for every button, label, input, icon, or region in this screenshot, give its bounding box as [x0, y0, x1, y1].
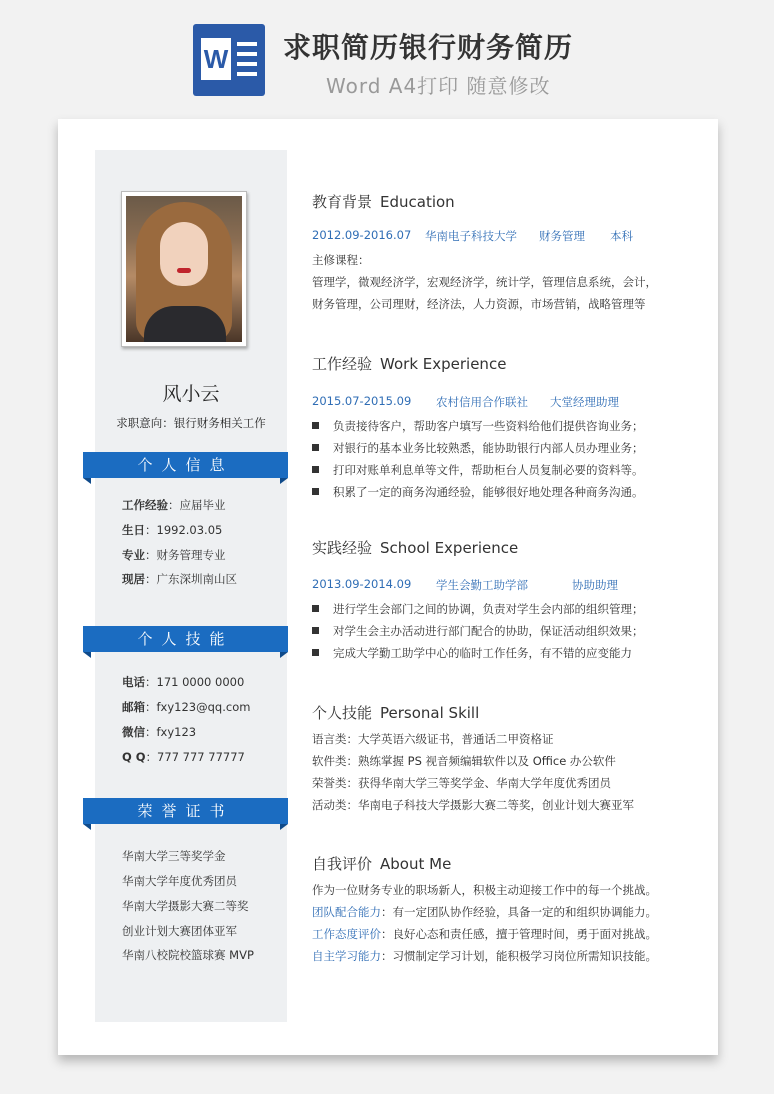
info-item: 工作经验：应届毕业: [122, 498, 226, 512]
school-bullet: 完成大学勤工助学中心的临时工作任务，有不错的应变能力: [312, 645, 632, 661]
section-bar-contact: 个人技能: [83, 626, 288, 652]
info-item: 专业：财务管理专业: [122, 548, 226, 562]
candidate-name: 风小云: [162, 383, 220, 405]
courses-line: 财务管理，公司理财，经济法，人力资源，市场营销，战略管理等: [312, 297, 646, 311]
contact-item: 微信：fxy123: [122, 725, 197, 739]
skill-line: 活动类：华南电子科技大学摄影大赛二等奖，创业计划大赛亚军: [312, 798, 634, 812]
section-bar-personal-info: 个人信息: [83, 452, 288, 478]
work-bullet: 积累了一定的商务沟通经验，能够很好地处理各种商务沟通。: [312, 484, 644, 500]
contact-item: 邮箱：fxy123@qq.com: [122, 700, 251, 714]
about-item: 团队配合能力：有一定团队协作经验，具备一定的和组织协调能力。: [312, 905, 657, 919]
about-item: 工作态度评价：良好心态和责任感，擅于管理时间，勇于面对挑战。: [312, 927, 657, 941]
skill-line: 软件类：熟练掌握 PS 视音频编辑软件以及 Office 办公软件: [312, 754, 616, 768]
page-subtitle: Word A4打印 随意修改: [326, 74, 551, 98]
info-item: 生日：1992.03.05: [122, 523, 223, 537]
about-intro: 作为一位财务专业的职场新人，积极主动迎接工作中的每一个挑战。: [312, 883, 657, 897]
section-title-school: 实践经验 School Experience: [312, 539, 519, 557]
word-icon-letter: W: [201, 38, 231, 80]
honor-item: 华南大学摄影大赛二等奖: [122, 899, 249, 913]
honor-item: 华南大学三等奖学金: [122, 849, 226, 863]
school-bullet: 进行学生会部门之间的协调，负责对学生会内部的组织管理；: [312, 601, 644, 617]
info-item: 现居：广东深圳南山区: [122, 572, 237, 586]
contact-item: 电话：171 0000 0000: [122, 675, 245, 689]
profile-photo: [121, 191, 247, 347]
section-title-skills: 个人技能 Personal Skill: [312, 704, 480, 722]
honor-item: 华南八校院校篮球赛 MVP: [122, 948, 254, 962]
work-bullet: 打印对账单利息单等文件，帮助柜台人员复制必要的资料等。: [312, 462, 644, 478]
section-bar-honors: 荣誉证书: [83, 798, 288, 824]
resume-sidebar: [95, 150, 287, 1022]
job-intent: 求职意向：银行财务相关工作: [116, 416, 266, 430]
school-bullet: 对学生会主办活动进行部门配合的协助，保证活动组织效果；: [312, 623, 644, 639]
courses-line: 管理学，微观经济学，宏观经济学，统计学，管理信息系统，会计，: [312, 275, 657, 289]
section-title-education: 教育背景 Education: [312, 193, 455, 211]
skill-line: 语言类：大学英语六级证书，普通话二甲资格证: [312, 732, 554, 746]
contact-item: Q Q：777 777 77777: [122, 750, 245, 764]
section-title-work: 工作经验 Work Experience: [312, 355, 507, 373]
work-bullet: 对银行的基本业务比较熟悉，能协助银行内部人员办理业务；: [312, 440, 644, 456]
resume-page: 风小云 求职意向：银行财务相关工作 个人信息 工作经验：应届毕业 生日：1992.03.05 专业：财务管理专业 现居：广东深圳南山区 个人技能 电话：171 0000 0000 邮箱：fxy123@qq.com 微信：fxy123 Q Q：777 777 77777 荣誉证书 华南大学三等奖学金 华南大学年度优秀团员 华南大学摄影大赛二等奖 创业计划大赛团体亚军 华南八校院校篮球赛 MVP 教育背景 Education 2012.09-2016.07 华南电子科技大学 财务管理 本科 主修课程： 管理学，微观经济学，宏观经济学，统计学，管理信息系统，会计， 财务管理，公司理财，经济法，人力资源，市场营销，战略管理等 工作经验 Work Experience 2015.07-2015.09 农村信用合作联社 大堂经理助理 负责接待客户，帮助客户填写一些资料给他们提供咨询业务； 对银行的基本业务比较熟悉，能协助银行内部人员办理业务； 打印对账单利息单等文件，帮助柜台人员复制必要的资料等。 积累了一定的商务沟通经验，能够很好地处理各种商务沟通。 实践经验 School Experience 2013.09-2014.09 学生会勤工助学部 协助助理 进行学生会部门之间的协调，负责对学生会内部的组织管理； 对学生会主办活动进行部门配合的协助，保证活动组织效果； 完成大学勤工助学中心的临时工作任务，有不错的应变能力 个人技能 Personal Skill 语言类：大学英语六级证书，普通话二甲资格证 软件类：熟练掌握 PS 视音频编辑软件以及 Office 办公软件 荣誉类：获得华南大学三等奖学金、华南大学年度优秀团员 活动类：华南电子科技大学摄影大赛二等奖，创业计划大赛亚军 自我评价 About Me 作为一位财务专业的职场新人，积极主动迎接工作中的每一个挑战。 团队配合能力：有一定团队协作经验，具备一定的和组织协调能力。 工作态度评价：良好心态和责任感，擅于管理时间，勇于面对挑战。 自主学习能力：习惯制定学习计划，能积极学习岗位所需知识技能。: [58, 119, 718, 1055]
section-title-about: 自我评价 About Me: [312, 855, 452, 873]
about-item: 自主学习能力：习惯制定学习计划，能积极学习岗位所需知识技能。: [312, 949, 657, 963]
page-title: 求职简历银行财务简历: [283, 31, 574, 64]
word-icon: [193, 24, 265, 96]
honor-item: 华南大学年度优秀团员: [122, 874, 237, 888]
skill-line: 荣誉类：获得华南大学三等奖学金、华南大学年度优秀团员: [312, 776, 611, 790]
work-bullet: 负责接待客户，帮助客户填写一些资料给他们提供咨询业务；: [312, 418, 644, 434]
courses-label: 主修课程：: [312, 253, 370, 267]
honor-item: 创业计划大赛团体亚军: [122, 924, 237, 938]
